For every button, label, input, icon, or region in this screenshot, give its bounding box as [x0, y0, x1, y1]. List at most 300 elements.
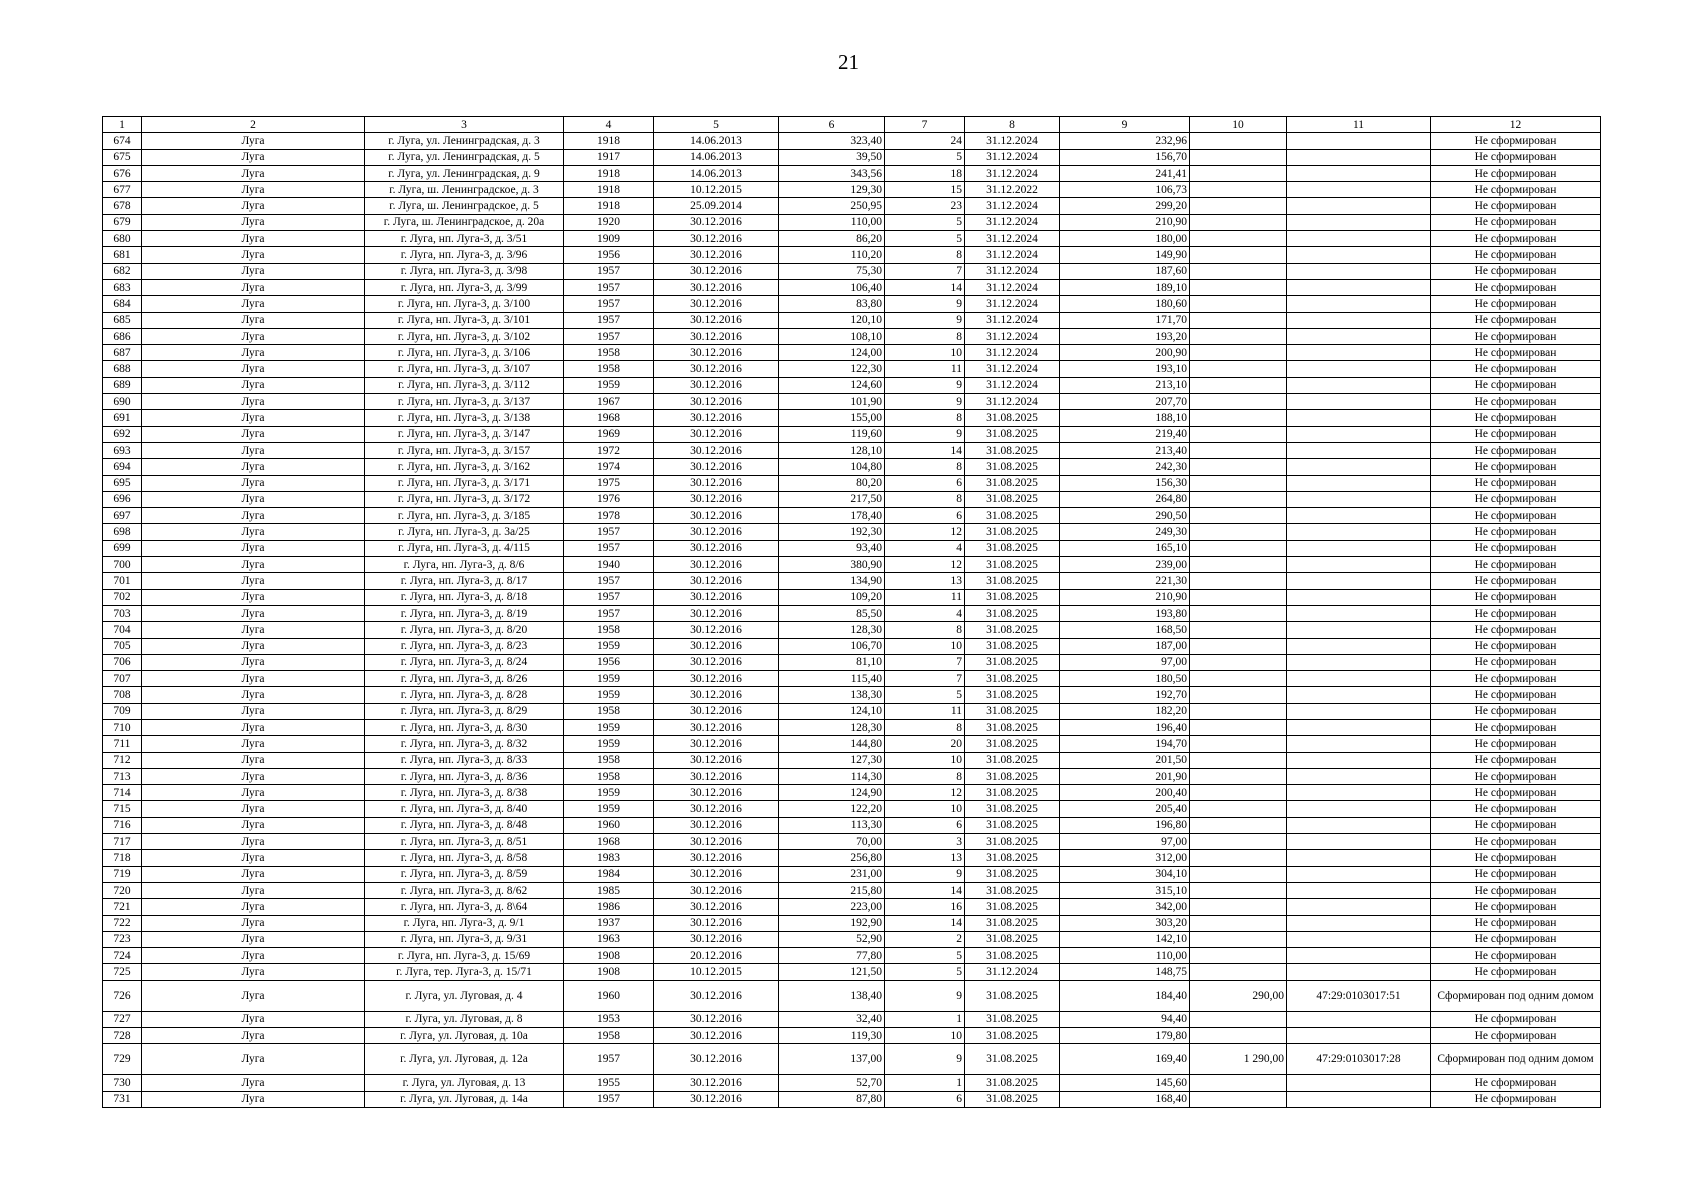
table-cell-col-11: [1287, 377, 1431, 393]
table-cell-col-7: 23: [885, 198, 965, 214]
table-cell-col-1: 702: [103, 589, 142, 605]
table-cell-col-12: Не сформирован: [1431, 296, 1601, 312]
table-cell-col-4: 1976: [564, 491, 654, 507]
table-cell-col-6: 114,30: [779, 768, 885, 784]
table-cell-col-5: 30.12.2016: [654, 540, 779, 556]
table-row: [103, 263, 1601, 279]
table-cell-col-9: 207,70: [1060, 394, 1190, 410]
table-cell-col-6: 109,20: [779, 589, 885, 605]
table-cell-col-3: г. Луга, нп. Луга-3, д. 8/17: [365, 573, 564, 589]
table-cell-col-5: 30.12.2016: [654, 882, 779, 898]
table-cell-col-1: 729: [103, 1044, 142, 1075]
table-cell-col-12: Не сформирован: [1431, 573, 1601, 589]
table-cell-col-5: 30.12.2016: [654, 589, 779, 605]
table-cell-col-10: [1190, 426, 1287, 442]
table-row: [103, 1091, 1601, 1107]
table-cell-col-3: г. Луга, нп. Луга-3, д. 3/185: [365, 508, 564, 524]
table-cell-col-8: 31.08.2025: [965, 654, 1060, 670]
table-cell-col-4: 1957: [564, 573, 654, 589]
table-cell-col-1: 704: [103, 622, 142, 638]
table-cell-col-1: 677: [103, 182, 142, 198]
table-cell-col-6: 137,00: [779, 1044, 885, 1075]
table-cell-col-2: Луга: [142, 605, 365, 621]
table-cell-col-1: 691: [103, 410, 142, 426]
table-cell-col-3: г. Луга, нп. Луга-3, д. 3/138: [365, 410, 564, 426]
table-cell-col-3: г. Луга, нп. Луга-3, д. 3/157: [365, 442, 564, 458]
table-cell-col-1: 680: [103, 231, 142, 247]
table-cell-col-1: 695: [103, 475, 142, 491]
table-cell-col-9: 213,40: [1060, 442, 1190, 458]
table-cell-col-2: Луга: [142, 1028, 365, 1044]
table-cell-col-7: 15: [885, 182, 965, 198]
table-cell-col-11: [1287, 671, 1431, 687]
table-cell-col-1: 714: [103, 785, 142, 801]
table-cell-col-4: 1958: [564, 361, 654, 377]
table-cell-col-6: 77,80: [779, 948, 885, 964]
table-cell-col-4: 1957: [564, 1091, 654, 1107]
table-cell-col-10: [1190, 671, 1287, 687]
table-cell-col-4: 1920: [564, 214, 654, 230]
table-cell-col-3: г. Луга, ул. Ленинградская, д. 5: [365, 149, 564, 165]
table-row: [103, 752, 1601, 768]
table-cell-col-10: [1190, 719, 1287, 735]
table-cell-col-3: г. Луга, ул. Луговая, д. 12а: [365, 1044, 564, 1075]
table-cell-col-1: 715: [103, 801, 142, 817]
table-cell-col-7: 5: [885, 149, 965, 165]
table-cell-col-12: Не сформирован: [1431, 752, 1601, 768]
table-cell-col-10: [1190, 312, 1287, 328]
table-cell-col-2: Луга: [142, 557, 365, 573]
table-cell-col-10: [1190, 475, 1287, 491]
table-cell-col-2: Луга: [142, 834, 365, 850]
table-cell-col-6: 113,30: [779, 817, 885, 833]
table-cell-col-6: 138,40: [779, 980, 885, 1011]
table-cell-col-1: 727: [103, 1011, 142, 1027]
table-cell-col-3: г. Луга, нп. Луга-3, д. 8/28: [365, 687, 564, 703]
table-cell-col-9: 210,90: [1060, 589, 1190, 605]
table-cell-col-11: [1287, 768, 1431, 784]
table-cell-col-3: г. Луга, ул. Ленинградская, д. 3: [365, 133, 564, 149]
table-row: [103, 524, 1601, 540]
table-row: [103, 948, 1601, 964]
table-row: [103, 459, 1601, 475]
table-cell-col-3: г. Луга, ул. Ленинградская, д. 9: [365, 165, 564, 181]
table-cell-col-12: Не сформирован: [1431, 866, 1601, 882]
table-cell-col-9: 205,40: [1060, 801, 1190, 817]
column-header-6: 6: [779, 117, 885, 133]
table-cell-col-1: 697: [103, 508, 142, 524]
table-cell-col-4: 1959: [564, 785, 654, 801]
table-cell-col-3: г. Луга, нп. Луга-3, д. 8/20: [365, 622, 564, 638]
table-cell-col-6: 86,20: [779, 231, 885, 247]
table-cell-col-11: [1287, 410, 1431, 426]
table-row: [103, 214, 1601, 230]
table-cell-col-4: 1957: [564, 605, 654, 621]
table-row: [103, 1028, 1601, 1044]
table-cell-col-2: Луга: [142, 752, 365, 768]
table-row: [103, 426, 1601, 442]
table-cell-col-11: [1287, 1011, 1431, 1027]
table-cell-col-1: 690: [103, 394, 142, 410]
table-cell-col-10: [1190, 182, 1287, 198]
table-cell-col-4: 1957: [564, 328, 654, 344]
table-cell-col-10: [1190, 752, 1287, 768]
table-cell-col-11: [1287, 834, 1431, 850]
table-cell-col-5: 30.12.2016: [654, 361, 779, 377]
table-cell-col-4: 1968: [564, 834, 654, 850]
table-cell-col-3: г. Луга, ул. Луговая, д. 14а: [365, 1091, 564, 1107]
table-cell-col-6: 127,30: [779, 752, 885, 768]
table-cell-col-9: 156,30: [1060, 475, 1190, 491]
table-cell-col-6: 39,50: [779, 149, 885, 165]
table-cell-col-12: Не сформирован: [1431, 834, 1601, 850]
table-cell-col-8: 31.08.2025: [965, 834, 1060, 850]
table-cell-col-5: 30.12.2016: [654, 866, 779, 882]
table-cell-col-2: Луга: [142, 149, 365, 165]
table-cell-col-12: Не сформирован: [1431, 736, 1601, 752]
table-cell-col-10: [1190, 361, 1287, 377]
table-cell-col-4: 1908: [564, 948, 654, 964]
table-cell-col-5: 30.12.2016: [654, 573, 779, 589]
table-cell-col-7: 5: [885, 231, 965, 247]
table-cell-col-9: 312,00: [1060, 850, 1190, 866]
column-header-7: 7: [885, 117, 965, 133]
table-cell-col-12: Не сформирован: [1431, 557, 1601, 573]
table-cell-col-3: г. Луга, нп. Луга-3, д. 3/51: [365, 231, 564, 247]
table-cell-col-11: [1287, 882, 1431, 898]
table-row: [103, 491, 1601, 507]
column-header-8: 8: [965, 117, 1060, 133]
table-row: [103, 915, 1601, 931]
table-cell-col-7: 10: [885, 801, 965, 817]
table-cell-col-9: 168,40: [1060, 1091, 1190, 1107]
table-cell-col-8: 31.12.2024: [965, 133, 1060, 149]
table-cell-col-4: 1986: [564, 899, 654, 915]
table-cell-col-9: 188,10: [1060, 410, 1190, 426]
table-cell-col-9: 110,00: [1060, 948, 1190, 964]
table-cell-col-4: 1968: [564, 410, 654, 426]
table-cell-col-6: 124,60: [779, 377, 885, 393]
table-cell-col-11: [1287, 1028, 1431, 1044]
table-cell-col-9: 303,20: [1060, 915, 1190, 931]
table-cell-col-1: 730: [103, 1075, 142, 1091]
table-row: [103, 182, 1601, 198]
table-cell-col-7: 8: [885, 768, 965, 784]
table-cell-col-9: 180,60: [1060, 296, 1190, 312]
table-cell-col-8: 31.08.2025: [965, 752, 1060, 768]
table-cell-col-11: [1287, 231, 1431, 247]
table-cell-col-1: 723: [103, 931, 142, 947]
table-cell-col-2: Луга: [142, 768, 365, 784]
table-cell-col-4: 1918: [564, 198, 654, 214]
table-cell-col-7: 14: [885, 915, 965, 931]
table-cell-col-9: 192,70: [1060, 687, 1190, 703]
table-cell-col-1: 683: [103, 279, 142, 295]
column-header-2: 2: [142, 117, 365, 133]
table-cell-col-9: 290,50: [1060, 508, 1190, 524]
table-cell-col-3: г. Луга, нп. Луга-3, д. 3/107: [365, 361, 564, 377]
table-cell-col-3: г. Луга, нп. Луга-3, д. 8/23: [365, 638, 564, 654]
table-cell-col-6: 110,00: [779, 214, 885, 230]
table-cell-col-8: 31.08.2025: [965, 638, 1060, 654]
table-cell-col-9: 180,00: [1060, 231, 1190, 247]
table-cell-col-12: Не сформирован: [1431, 524, 1601, 540]
table-cell-col-9: 299,20: [1060, 198, 1190, 214]
table-cell-col-4: 1969: [564, 426, 654, 442]
table-cell-col-4: 1958: [564, 622, 654, 638]
table-cell-col-1: 706: [103, 654, 142, 670]
table-cell-col-7: 6: [885, 475, 965, 491]
table-cell-col-3: г. Луга, нп. Луга-3, д. 8/19: [365, 605, 564, 621]
table-cell-col-2: Луга: [142, 1075, 365, 1091]
table-cell-col-7: 8: [885, 247, 965, 263]
table-cell-col-3: г. Луга, нп. Луга-3, д. 8/40: [365, 801, 564, 817]
table-cell-col-6: 119,60: [779, 426, 885, 442]
table-cell-col-6: 110,20: [779, 247, 885, 263]
table-cell-col-2: Луга: [142, 377, 365, 393]
table-cell-col-1: 724: [103, 948, 142, 964]
table-cell-col-8: 31.12.2024: [965, 328, 1060, 344]
table-cell-col-9: 249,30: [1060, 524, 1190, 540]
table-cell-col-9: 221,30: [1060, 573, 1190, 589]
table-cell-col-7: 4: [885, 605, 965, 621]
table-cell-col-1: 688: [103, 361, 142, 377]
table-cell-col-5: 30.12.2016: [654, 703, 779, 719]
table-cell-col-4: 1959: [564, 801, 654, 817]
table-cell-col-3: г. Луга, нп. Луга-3, д. 8/6: [365, 557, 564, 573]
table-cell-col-5: 30.12.2016: [654, 296, 779, 312]
table-cell-col-8: 31.08.2025: [965, 622, 1060, 638]
table-cell-col-9: 194,70: [1060, 736, 1190, 752]
table-cell-col-9: 193,80: [1060, 605, 1190, 621]
table-cell-col-2: Луга: [142, 508, 365, 524]
table-cell-col-10: 290,00: [1190, 980, 1287, 1011]
table-cell-col-3: г. Луга, нп. Луга-3, д. 3/100: [365, 296, 564, 312]
table-cell-col-10: [1190, 508, 1287, 524]
table-cell-col-2: Луга: [142, 459, 365, 475]
table-cell-col-4: 1909: [564, 231, 654, 247]
table-row: [103, 247, 1601, 263]
table-cell-col-4: 1918: [564, 165, 654, 181]
table-row: [103, 834, 1601, 850]
table-cell-col-10: [1190, 149, 1287, 165]
table-cell-col-1: 719: [103, 866, 142, 882]
table-cell-col-10: [1190, 736, 1287, 752]
table-cell-col-11: [1287, 866, 1431, 882]
table-cell-col-8: 31.08.2025: [965, 931, 1060, 947]
table-row: [103, 817, 1601, 833]
table-cell-col-5: 20.12.2016: [654, 948, 779, 964]
table-cell-col-9: 201,50: [1060, 752, 1190, 768]
table-cell-col-9: 242,30: [1060, 459, 1190, 475]
table-cell-col-2: Луга: [142, 850, 365, 866]
table-cell-col-5: 30.12.2016: [654, 345, 779, 361]
table-cell-col-8: 31.08.2025: [965, 1075, 1060, 1091]
table-cell-col-12: Не сформирован: [1431, 638, 1601, 654]
table-cell-col-4: 1917: [564, 149, 654, 165]
table-cell-col-2: Луга: [142, 1044, 365, 1075]
table-cell-col-12: Не сформирован: [1431, 442, 1601, 458]
table-cell-col-2: Луга: [142, 948, 365, 964]
table-cell-col-6: 128,30: [779, 719, 885, 735]
table-cell-col-12: Не сформирован: [1431, 899, 1601, 915]
table-cell-col-3: г. Луга, нп. Луга-3, д. 3/137: [365, 394, 564, 410]
table-cell-col-11: [1287, 736, 1431, 752]
table-cell-col-2: Луга: [142, 817, 365, 833]
table-cell-col-7: 9: [885, 377, 965, 393]
table-cell-col-1: 716: [103, 817, 142, 833]
table-row: [103, 850, 1601, 866]
table-cell-col-4: 1958: [564, 345, 654, 361]
table-cell-col-8: 31.12.2024: [965, 394, 1060, 410]
table-cell-col-12: Не сформирован: [1431, 361, 1601, 377]
table-cell-col-8: 31.12.2024: [965, 231, 1060, 247]
table-cell-col-5: 30.12.2016: [654, 622, 779, 638]
table-cell-col-4: 1960: [564, 817, 654, 833]
table-cell-col-2: Луга: [142, 133, 365, 149]
table-cell-col-5: 30.12.2016: [654, 1011, 779, 1027]
table-cell-col-6: 122,30: [779, 361, 885, 377]
table-cell-col-2: Луга: [142, 687, 365, 703]
table-cell-col-5: 30.12.2016: [654, 377, 779, 393]
table-cell-col-5: 14.06.2013: [654, 165, 779, 181]
table-cell-col-7: 11: [885, 703, 965, 719]
table-cell-col-10: [1190, 964, 1287, 980]
table-row: [103, 475, 1601, 491]
table-cell-col-9: 213,10: [1060, 377, 1190, 393]
table-cell-col-2: Луга: [142, 475, 365, 491]
table-cell-col-6: 144,80: [779, 736, 885, 752]
table-cell-col-4: 1957: [564, 279, 654, 295]
table-cell-col-4: 1918: [564, 133, 654, 149]
table-cell-col-10: [1190, 279, 1287, 295]
table-cell-col-10: [1190, 540, 1287, 556]
table-cell-col-12: Не сформирован: [1431, 654, 1601, 670]
table-cell-col-10: [1190, 345, 1287, 361]
table-cell-col-7: 7: [885, 263, 965, 279]
table-cell-col-8: 31.08.2025: [965, 605, 1060, 621]
table-cell-col-1: 720: [103, 882, 142, 898]
table-cell-col-6: 343,56: [779, 165, 885, 181]
table-row: [103, 1075, 1601, 1091]
table-cell-col-6: 106,70: [779, 638, 885, 654]
table-cell-col-2: Луга: [142, 622, 365, 638]
table-cell-col-2: Луга: [142, 491, 365, 507]
table-cell-col-5: 30.12.2016: [654, 557, 779, 573]
table-cell-col-3: г. Луга, нп. Луга-3, д. 3/112: [365, 377, 564, 393]
table-cell-col-11: [1287, 654, 1431, 670]
table-cell-col-1: 679: [103, 214, 142, 230]
table-cell-col-10: [1190, 899, 1287, 915]
table-cell-col-2: Луга: [142, 1011, 365, 1027]
table-cell-col-1: 728: [103, 1028, 142, 1044]
table-cell-col-8: 31.08.2025: [965, 1011, 1060, 1027]
table-cell-col-8: 31.08.2025: [965, 1044, 1060, 1075]
table-cell-col-12: Не сформирован: [1431, 801, 1601, 817]
table-cell-col-8: 31.08.2025: [965, 426, 1060, 442]
table-cell-col-2: Луга: [142, 964, 365, 980]
table-cell-col-2: Луга: [142, 671, 365, 687]
table-cell-col-10: [1190, 214, 1287, 230]
table-cell-col-2: Луга: [142, 915, 365, 931]
table-cell-col-10: [1190, 687, 1287, 703]
table-row: [103, 1011, 1601, 1027]
table-cell-col-11: 47:29:0103017:51: [1287, 980, 1431, 1011]
table-cell-col-6: 192,90: [779, 915, 885, 931]
table-row: [103, 231, 1601, 247]
table-cell-col-5: 30.12.2016: [654, 638, 779, 654]
table-row: [103, 165, 1601, 181]
table-cell-col-10: [1190, 263, 1287, 279]
table-cell-col-1: 684: [103, 296, 142, 312]
table-cell-col-5: 30.12.2016: [654, 279, 779, 295]
table-cell-col-9: 200,40: [1060, 785, 1190, 801]
table-cell-col-10: [1190, 328, 1287, 344]
table-cell-col-12: Не сформирован: [1431, 426, 1601, 442]
table-cell-col-10: [1190, 622, 1287, 638]
table-header: [103, 117, 1601, 133]
table-cell-col-5: 30.12.2016: [654, 687, 779, 703]
table-cell-col-7: 7: [885, 654, 965, 670]
table-cell-col-12: Не сформирован: [1431, 1075, 1601, 1091]
table-cell-col-5: 30.12.2016: [654, 785, 779, 801]
table-cell-col-5: 30.12.2016: [654, 1028, 779, 1044]
table-cell-col-7: 10: [885, 1028, 965, 1044]
table-cell-col-7: 9: [885, 866, 965, 882]
table-row: [103, 654, 1601, 670]
table-cell-col-5: 30.12.2016: [654, 605, 779, 621]
table-row: [103, 410, 1601, 426]
table-cell-col-1: 705: [103, 638, 142, 654]
table-cell-col-2: Луга: [142, 328, 365, 344]
table-cell-col-8: 31.12.2024: [965, 165, 1060, 181]
table-cell-col-8: 31.08.2025: [965, 459, 1060, 475]
table-cell-col-2: Луга: [142, 540, 365, 556]
table-cell-col-7: 10: [885, 638, 965, 654]
table-cell-col-4: 1956: [564, 247, 654, 263]
table-cell-col-7: 5: [885, 948, 965, 964]
table-cell-col-3: г. Луга, нп. Луга-3, д. 8/36: [365, 768, 564, 784]
table-cell-col-12: Не сформирован: [1431, 214, 1601, 230]
table-cell-col-2: Луга: [142, 247, 365, 263]
table-cell-col-6: 80,20: [779, 475, 885, 491]
table-cell-col-8: 31.08.2025: [965, 540, 1060, 556]
table-cell-col-5: 14.06.2013: [654, 133, 779, 149]
table-cell-col-3: г. Луга, нп. Луга-3, д. 9/1: [365, 915, 564, 931]
table-cell-col-2: Луга: [142, 312, 365, 328]
table-cell-col-12: Не сформирован: [1431, 149, 1601, 165]
table-cell-col-5: 30.12.2016: [654, 442, 779, 458]
table-cell-col-3: г. Луга, ул. Луговая, д. 8: [365, 1011, 564, 1027]
table-cell-col-8: 31.12.2024: [965, 361, 1060, 377]
table-cell-col-9: 187,00: [1060, 638, 1190, 654]
table-row: [103, 557, 1601, 573]
table-cell-col-2: Луга: [142, 214, 365, 230]
table-cell-col-1: 681: [103, 247, 142, 263]
table-cell-col-10: [1190, 931, 1287, 947]
table-cell-col-8: 31.08.2025: [965, 785, 1060, 801]
table-cell-col-12: Не сформирован: [1431, 817, 1601, 833]
table-cell-col-7: 16: [885, 899, 965, 915]
table-cell-col-3: г. Луга, нп. Луга-3, д. 8/38: [365, 785, 564, 801]
table-cell-col-1: 678: [103, 198, 142, 214]
table-cell-col-7: 2: [885, 931, 965, 947]
table-cell-col-8: 31.08.2025: [965, 866, 1060, 882]
table-cell-col-1: 689: [103, 377, 142, 393]
table-cell-col-2: Луга: [142, 654, 365, 670]
table-cell-col-8: 31.12.2024: [965, 263, 1060, 279]
table-cell-col-2: Луга: [142, 361, 365, 377]
